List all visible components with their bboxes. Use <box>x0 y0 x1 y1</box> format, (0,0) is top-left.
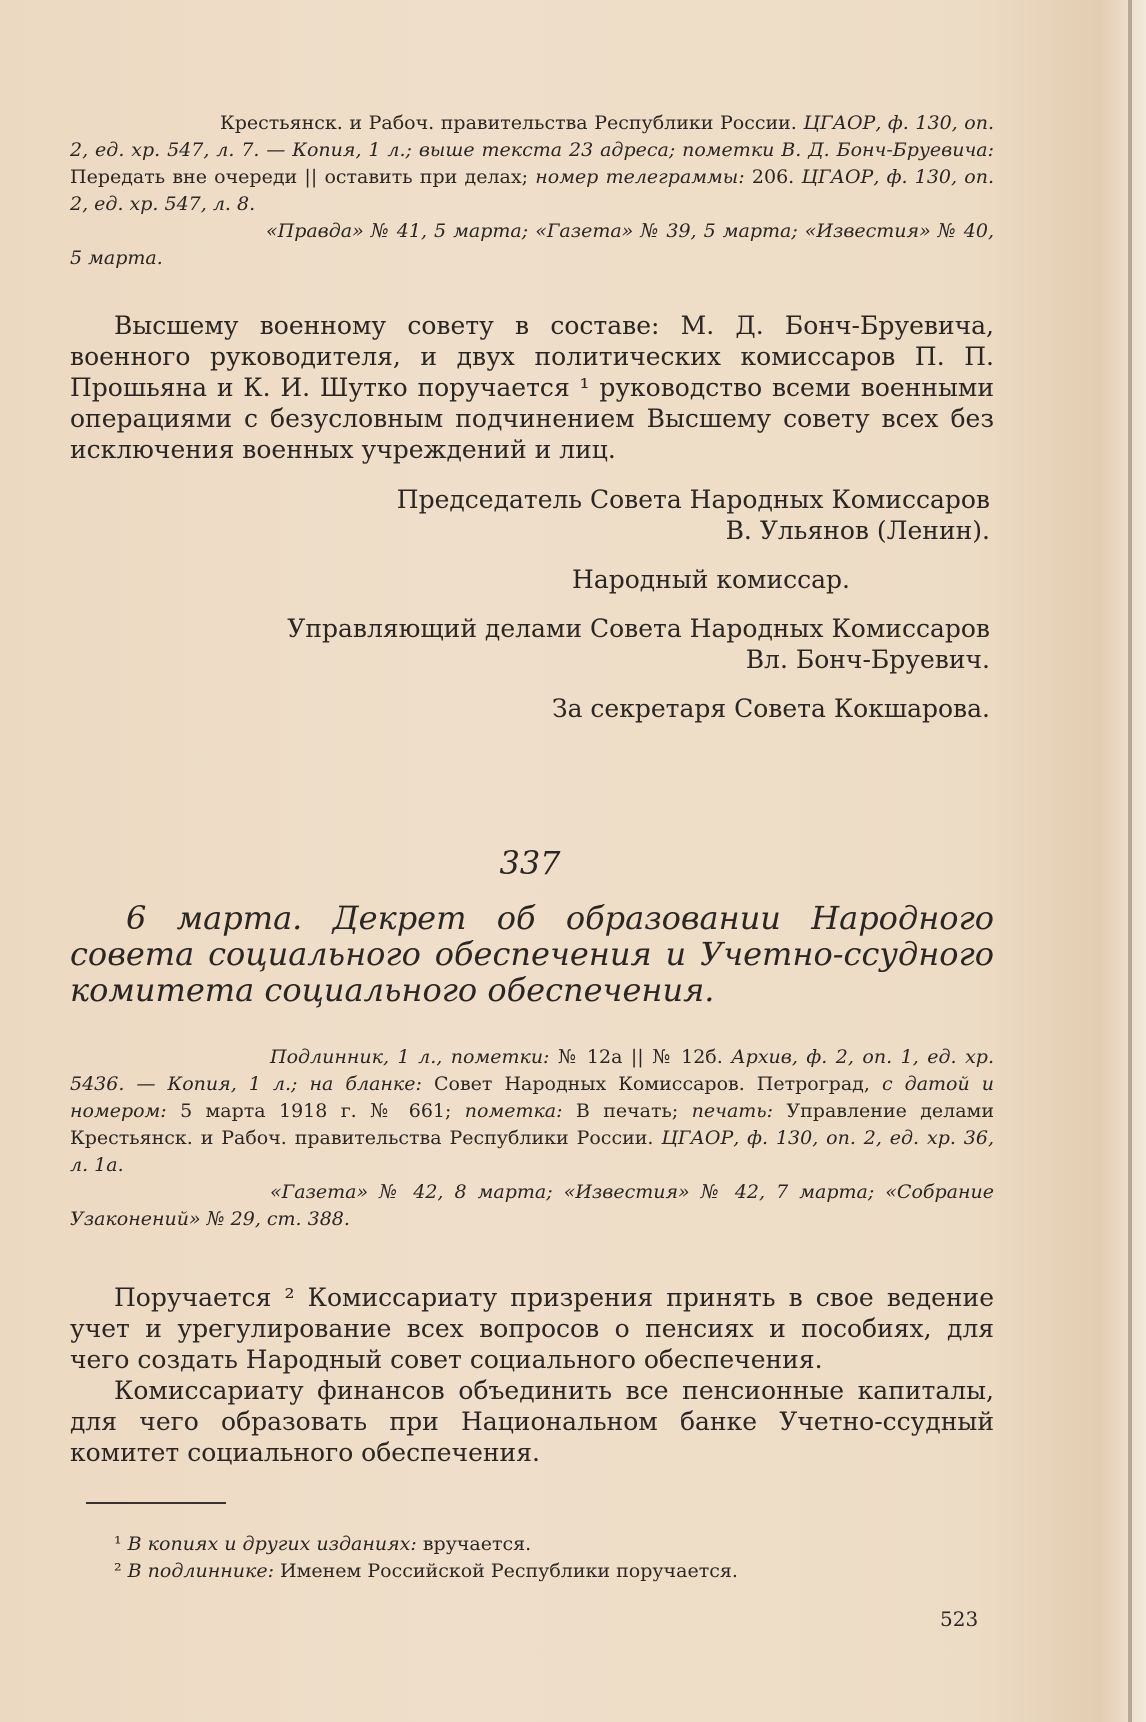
text-run: 206. <box>744 166 802 188</box>
text-run: Передать вне очереди || оставить при делах; <box>70 166 536 188</box>
manager-title: Управляющий делами Совета Народных Комиссаров <box>287 614 990 643</box>
text-run: пометка: <box>464 1100 563 1122</box>
decree-body-paragraph-2: Комиссариату финансов объединить все пенсионные капиталы, для чего образовать при Национальном банке Учетно-ссудный комитет социального обеспечения. <box>70 1376 994 1467</box>
decree-body <box>70 1282 994 1468</box>
text-run: В печать; <box>562 1100 692 1122</box>
text-run: Подлинник, 1 л., пометки: <box>270 1046 550 1068</box>
secretary-signature: За секретаря Совета Кокшарова. <box>552 694 990 723</box>
decree-title: 6 марта. Декрет об образовании Народного совета социального обеспечения и Учетно-ссудного комитета социального обеспечения. <box>70 899 994 1009</box>
text-run: печать: <box>691 1100 774 1122</box>
decree-body-paragraph-1: Поручается ² Комиссариату призрения принять в свое ведение учет и урегулирование всех вопросов о пенсиях и пособиях, для чего создать Народный совет социального обеспечения. <box>70 1283 994 1374</box>
source-note <box>70 1044 994 1233</box>
decree-text <box>70 310 994 465</box>
footnote-divider <box>86 1502 226 1504</box>
footnote-text: вручается. <box>416 1533 532 1555</box>
commissar-signature: Народный комиссар. <box>572 565 850 594</box>
decree-paragraph: Высшему военному совету в составе: М. Д. Бонч-Бруевича, военного руководителя, и двух политических комиссаров П. П. Прошьяна и К. И. Шутко поручается ¹ руководство всеми военными операциями с безусловным подчинением Высшему совету всех без исключения военных учреждений и лиц. <box>70 311 994 464</box>
publication-references: «Правда» № 41, 5 марта; «Газета» № 39, 5 марта; «Известия» № 40, 5 марта. <box>70 220 994 269</box>
page-number: 523 <box>940 1607 979 1631</box>
section-number: 337 <box>499 844 561 882</box>
archival-note-top <box>70 110 994 272</box>
footnote-marker: ¹ <box>114 1533 122 1555</box>
footnote-label: В копиях и других изданиях: <box>127 1533 417 1555</box>
source-publications: «Газета» № 42, 8 марта; «Известия» № 42, 7 марта; «Собрание Узаконений» № 29, ст. 388. <box>70 1181 994 1230</box>
footnote-label: В подлиннике: <box>127 1560 274 1582</box>
chairman-title: Председатель Совета Народных Комиссаров <box>396 485 990 514</box>
text-run: с датой и номером: <box>70 1073 995 1122</box>
signature-block <box>70 484 990 724</box>
text-run: 5 марта 1918 г. № 661; <box>166 1100 465 1122</box>
text-run: номер телеграммы: <box>535 166 745 188</box>
text-run: ЦГАОР, ф. 130, оп. 2, ед. хр. 36, л. 1а. <box>70 1127 995 1176</box>
footnote-2 <box>70 1558 994 1585</box>
footnote-text: Именем Российской Республики поручается. <box>274 1560 738 1582</box>
text-run: № 12а || № 12б. <box>549 1046 732 1068</box>
text-run: Архив, ф. 2, оп. 1, ед. хр. 5436. — Копия, 1 л.; на бланке: <box>70 1046 994 1095</box>
footnote-1 <box>70 1531 994 1558</box>
source-note-paragraph <box>70 1044 994 1179</box>
chairman-name: В. Ульянов (Ленин). <box>725 516 990 545</box>
text-run: Управление делами Крестьянск. и Рабоч. правительства Республики России. <box>70 1100 995 1149</box>
manager-name: Вл. Бонч-Бруевич. <box>745 645 990 674</box>
decree-title-block <box>70 900 994 1008</box>
text-run: Совет Народных Комиссаров. Петроград, <box>421 1073 882 1095</box>
footnotes <box>70 1531 994 1585</box>
archival-note-paragraph <box>70 110 994 218</box>
text-run: ЦГАОР, ф. 130, оп. 2, ед. хр. 547, л. 8. <box>70 166 994 215</box>
text-run: Крестьянск. и Рабоч. правительства Республики России. <box>220 112 804 134</box>
page-edge <box>1128 0 1132 1722</box>
text-run: ЦГАОР, ф. 130, оп. 2, ед. хр. 547, л. 7. — Копия, 1 л.; выше текста 23 адреса; пометки В. Д. Бонч-Бруевича: <box>70 112 994 161</box>
footnote-marker: ² <box>114 1560 122 1582</box>
